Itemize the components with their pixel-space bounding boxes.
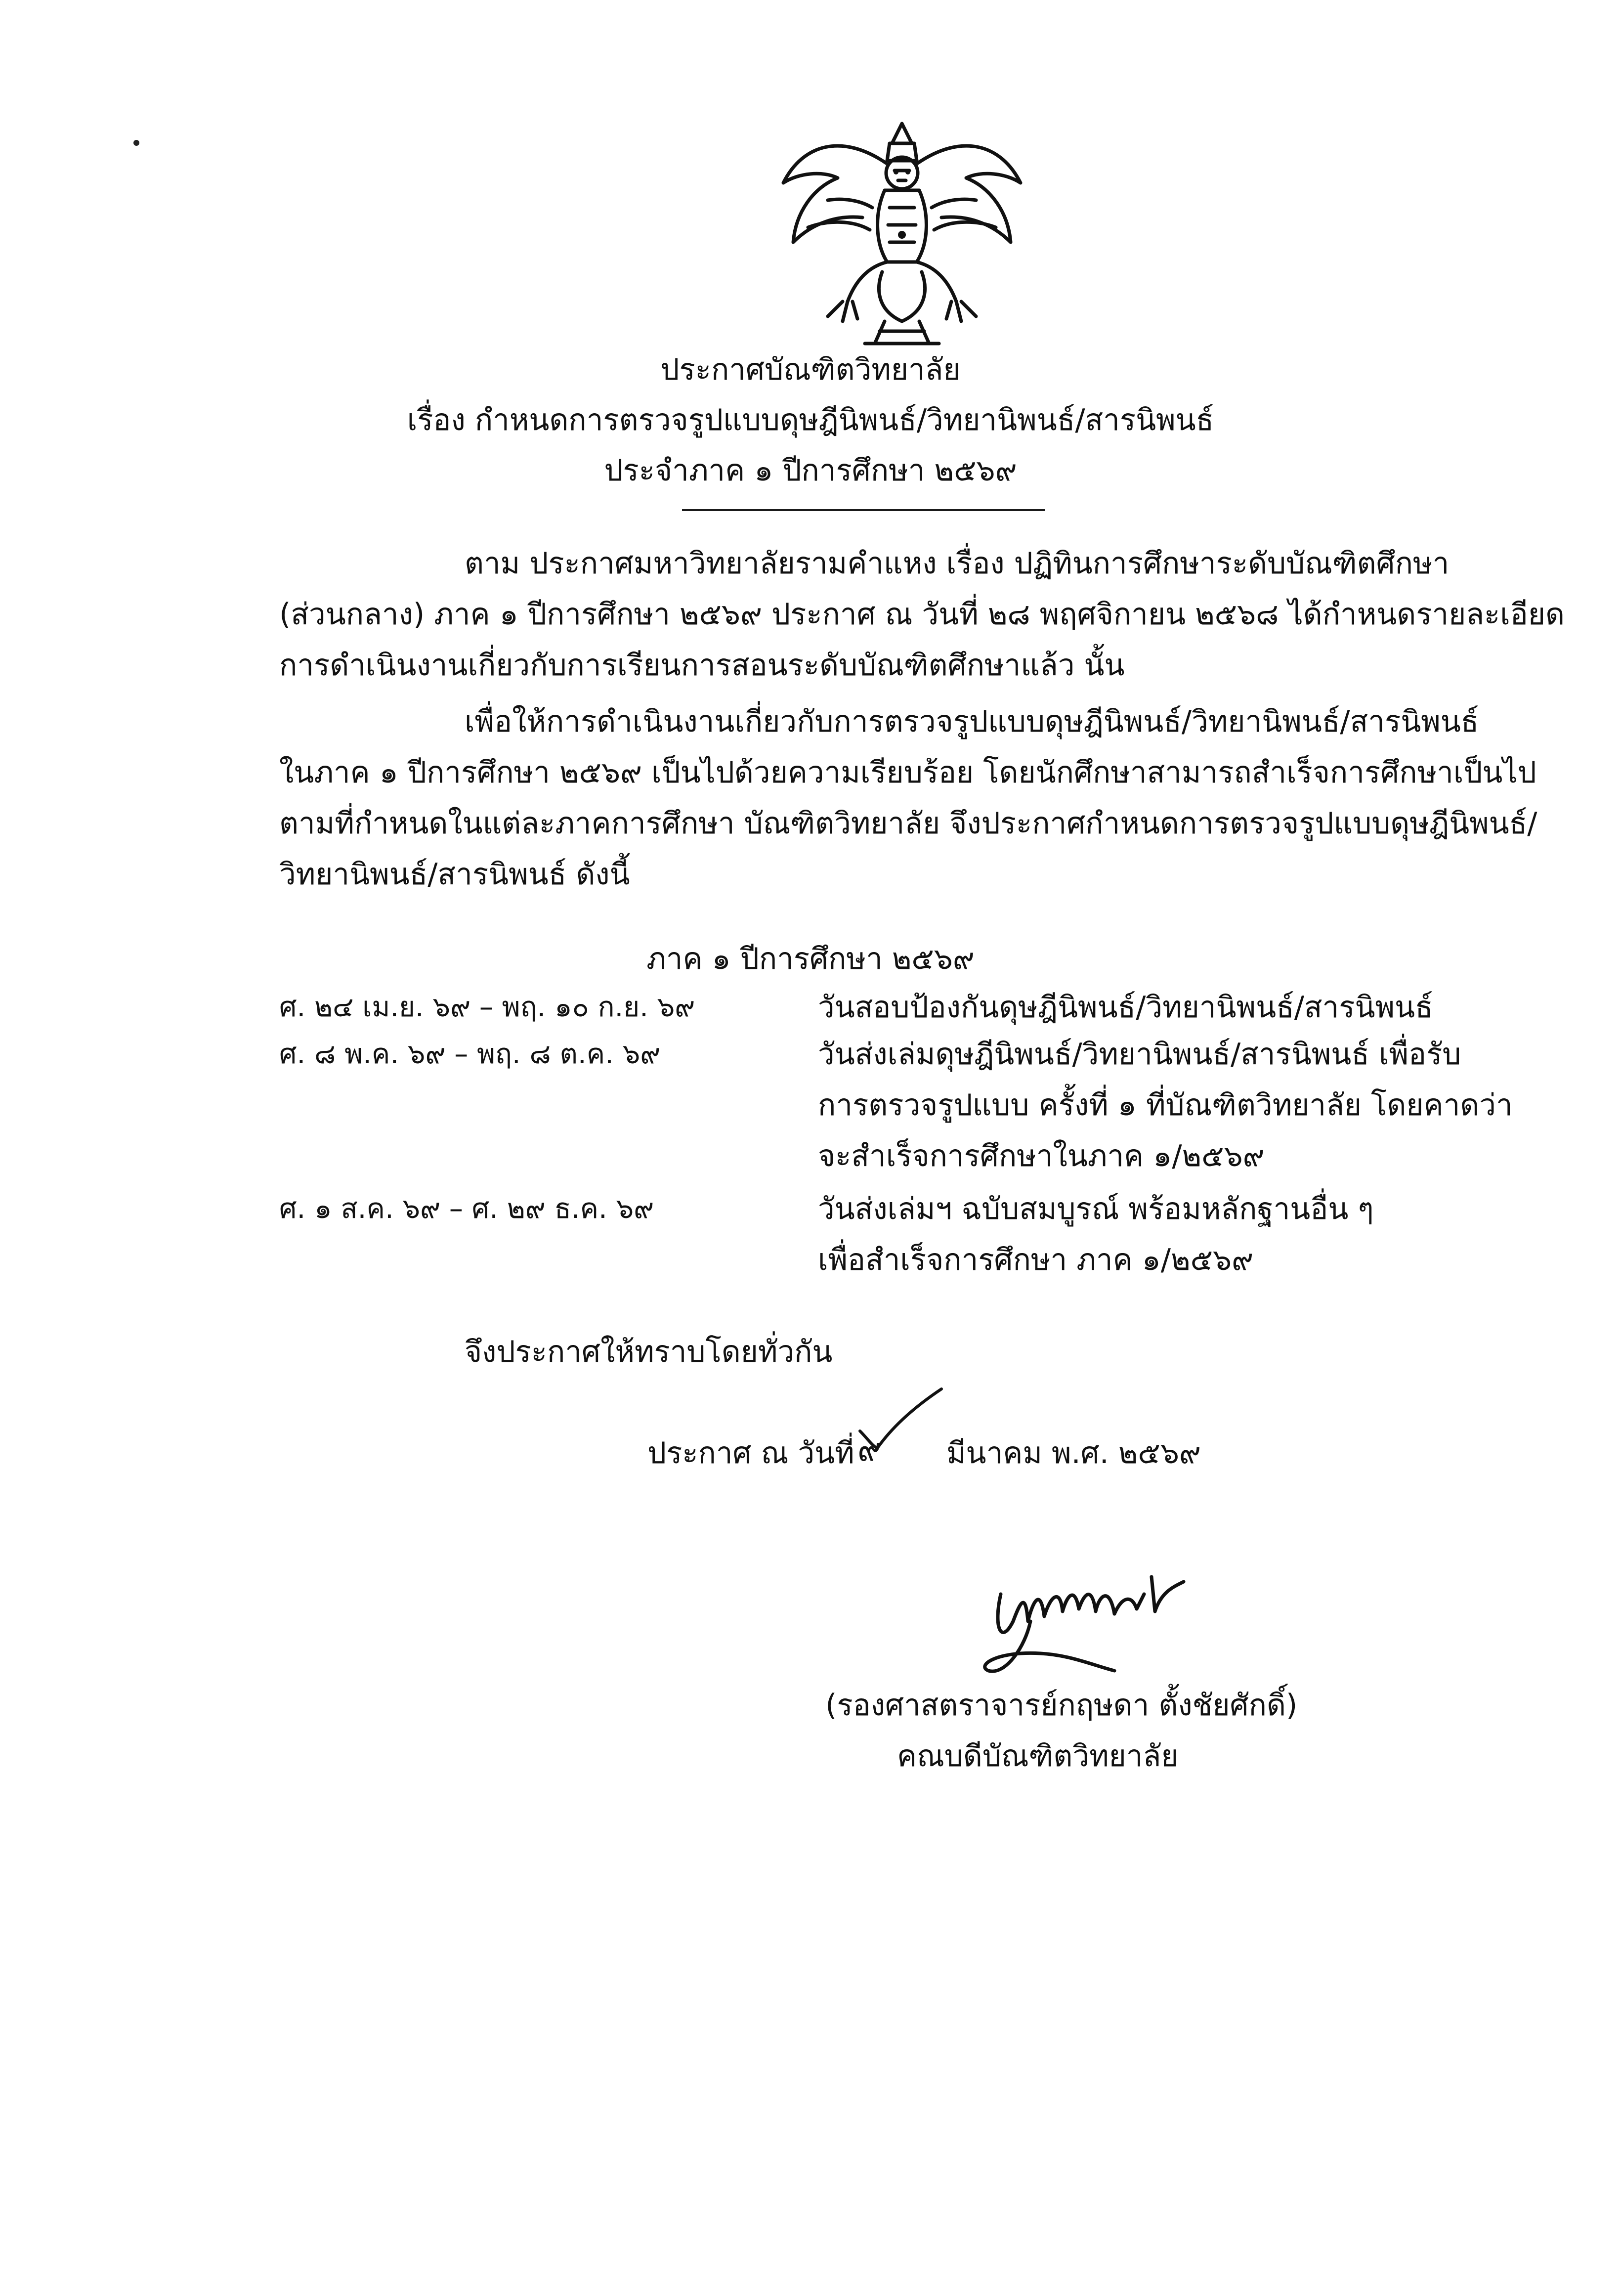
- garuda-emblem-icon: [768, 114, 1035, 351]
- signer-name: (รองศาสตราจารย์กฤษดา ตั้งชัยศักดิ์): [825, 1688, 1298, 1723]
- body-paragraph-1-line-2: (ส่วนกลาง) ภาค ๑ ปีการศึกษา ๒๕๖๙ ประกาศ ณ วันที่ ๒๘ พฤศจิกายน ๒๕๖๘ ได้กำหนดรายละเอียด: [279, 597, 1565, 632]
- schedule-title: ภาค ๑ ปีการศึกษา ๒๕๖๙: [646, 942, 975, 976]
- scan-speck: [133, 140, 139, 146]
- body-paragraph-2-line-2: ในภาค ๑ ปีการศึกษา ๒๕๖๙ เป็นไปด้วยความเรียบร้อย โดยนักศึกษาสามารถสำเร็จการศึกษาเป็นไป: [279, 755, 1536, 790]
- subject-heading: เรื่อง กำหนดการตรวจรูปแบบดุษฎีนิพนธ์/วิทยานิพนธ์/สารนิพนธ์: [407, 403, 1214, 437]
- announced-date-suffix: มีนาคม พ.ศ. ๒๕๖๙: [946, 1436, 1201, 1471]
- issuer-heading: ประกาศบัณฑิตวิทยาลัย: [660, 352, 961, 387]
- handwritten-signature: [966, 1547, 1194, 1695]
- body-paragraph-2-line-1: เพื่อให้การดำเนินงานเกี่ยวกับการตรวจรูปแบบดุษฎีนิพนธ์/วิทยานิพนธ์/สารนิพนธ์: [465, 704, 1479, 739]
- signer-title: คณบดีบัณฑิตวิทยาลัย: [897, 1739, 1179, 1774]
- body-paragraph-2-line-3: ตามที่กำหนดในแต่ละภาคการศึกษา บัณฑิตวิทยาลัย จึงประกาศกำหนดการตรวจรูปแบบดุษฎีนิพนธ์/: [279, 806, 1537, 841]
- schedule-row-3-date: ศ. ๑ ส.ค. ๖๙ – ศ. ๒๙ ธ.ค. ๖๙: [279, 1193, 654, 1225]
- heading-divider: [682, 509, 1045, 511]
- body-paragraph-1-line-3: การดำเนินงานเกี่ยวกับการเรียนการสอนระดับบัณฑิตศึกษาแล้ว นั้น: [279, 648, 1125, 683]
- schedule-row-2-desc-line-1: วันส่งเล่มดุษฎีนิพนธ์/วิทยานิพนธ์/สารนิพนธ์ เพื่อรับ: [818, 1037, 1461, 1072]
- schedule-row-2-desc-line-3: จะสำเร็จการศึกษาในภาค ๑/๒๕๖๙: [818, 1139, 1265, 1173]
- schedule-row-1-desc-line-1: วันสอบป้องกันดุษฎีนิพนธ์/วิทยานิพนธ์/สารนิพนธ์: [818, 990, 1433, 1025]
- schedule-row-2-desc-line-2: การตรวจรูปแบบ ครั้งที่ ๑ ที่บัณฑิตวิทยาลัย โดยคาดว่า: [818, 1088, 1513, 1123]
- schedule-row-3-desc-line-1: วันส่งเล่มฯ ฉบับสมบูรณ์ พร้อมหลักฐานอื่น ๆ: [818, 1192, 1374, 1226]
- schedule-row-2-date: ศ. ๘ พ.ค. ๖๙ – พฤ. ๘ ต.ค. ๖๙: [279, 1038, 661, 1070]
- schedule-row-3-desc-line-2: เพื่อสำเร็จการศึกษา ภาค ๑/๒๕๖๙: [818, 1243, 1254, 1277]
- body-paragraph-1-line-1: ตาม ประกาศมหาวิทยาลัยรามคำแหง เรื่อง ปฏิทินการศึกษาระดับบัณฑิตศึกษา: [465, 546, 1450, 581]
- announced-date-prefix: ประกาศ ณ วันที่: [647, 1436, 854, 1471]
- announced-day: ๙: [857, 1430, 882, 1469]
- term-heading: ประจำภาค ๑ ปีการศึกษา ๒๕๖๙: [604, 453, 1017, 488]
- closing-notice: จึงประกาศให้ทราบโดยทั่วกัน: [465, 1335, 833, 1369]
- schedule-row-1-date: ศ. ๒๔ เม.ย. ๖๙ – พฤ. ๑๐ ก.ย. ๖๙: [279, 991, 695, 1023]
- handwritten-check-mark: [850, 1384, 949, 1458]
- body-paragraph-2-line-4: วิทยานิพนธ์/สารนิพนธ์ ดังนี้: [279, 857, 630, 892]
